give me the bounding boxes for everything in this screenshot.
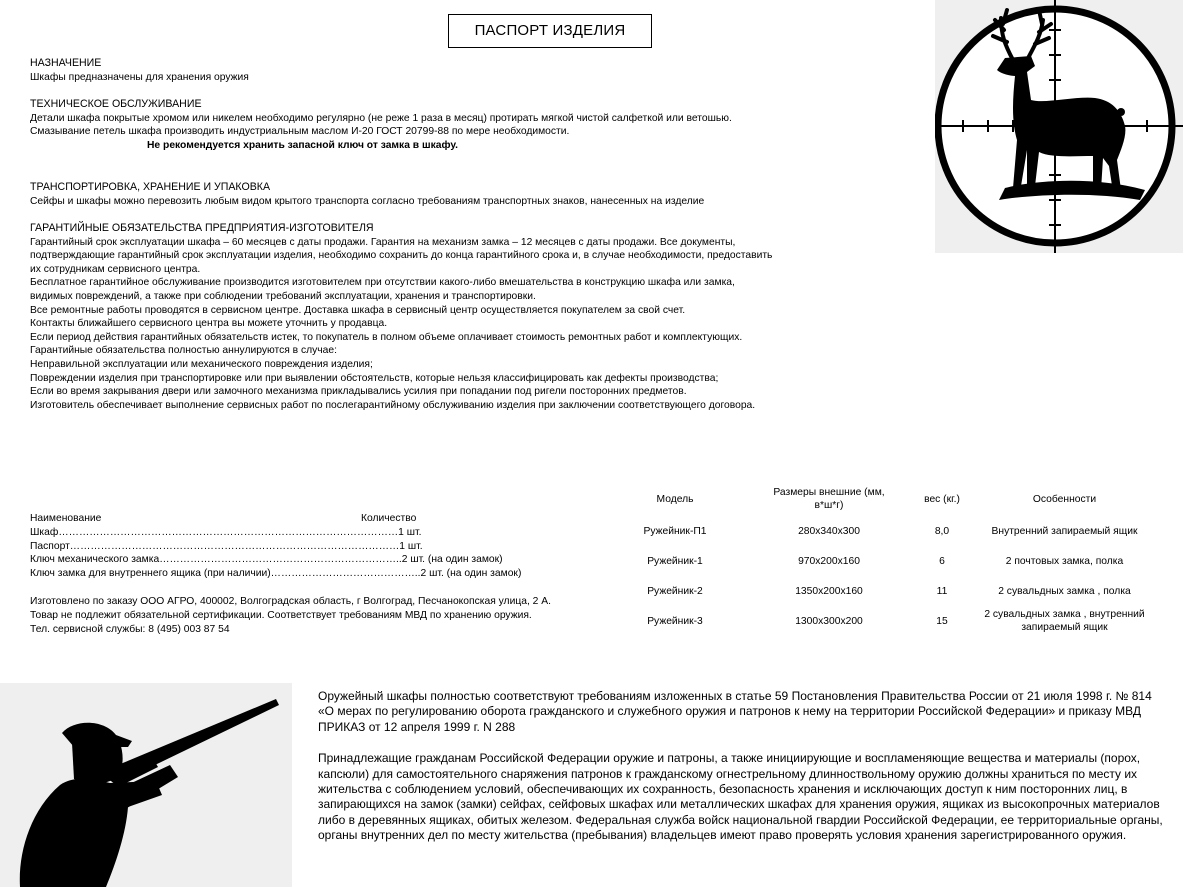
cell-dimensions: 1350x200x160 bbox=[795, 585, 863, 597]
paragraph: Неправильной эксплуатации или механического повреждения изделия; bbox=[30, 358, 373, 370]
list-item: Шкаф………………………………………………………………………………………1 шт. bbox=[30, 527, 422, 538]
legal-paragraph: Оружейный шкафы полностью соответствуют требованиям изложенных в статье 59 Постановления Правительства России от 21 июля 1998 г. № 814 «О мерах по регулированию оборота гражданского и служебного оружия и патронов к нему на территории Российской Федерации» и приказу МВД ПРИКАЗ от 12 апреля 1999 г. N 288 bbox=[318, 689, 1152, 734]
paragraph: Если период действия гарантийных обязательств истек, то покупатель в полном объеме оплачивает стоимость ремонтных работ и комплектующих. bbox=[30, 331, 743, 343]
cell-weight: 8,0 bbox=[934, 525, 950, 537]
cell-weight: 6 bbox=[939, 555, 945, 567]
cell-weight: 11 bbox=[936, 585, 948, 597]
hunter-illustration bbox=[0, 683, 292, 887]
cell-features: 2 сувальдных замка , внутренний запираемый ящик bbox=[984, 609, 1145, 633]
deer-scope-icon bbox=[935, 0, 1183, 253]
section-text: Сейфы и шкафы можно перевозить любым видом крытого транспорта согласно требованиям транспортных знаков, нанесенных на изделие bbox=[30, 195, 705, 207]
section-purpose bbox=[30, 57, 790, 84]
list-item: Паспорт……………………………………………………………………………………1 шт. bbox=[30, 540, 423, 552]
manufacturer-note bbox=[30, 595, 650, 637]
paragraph: Смазывание петель шкафа производить индустриальным маслом И-20 ГОСТ 20799-88 по мере необходимости. bbox=[30, 126, 570, 138]
table-header-row bbox=[616, 482, 1169, 516]
hunter-rifle-icon bbox=[0, 683, 292, 887]
header-features: Особенности bbox=[1032, 493, 1097, 505]
paragraph: Повреждении изделия при транспортировке или при выявлении обстоятельств, которые нельзя классифицировать как дефекты производства; bbox=[30, 372, 719, 384]
section-heading: ТРАНСПОРТИРОВКА, ХРАНЕНИЕ И УПАКОВКА bbox=[30, 181, 271, 193]
cell-model: Ружейник-3 bbox=[647, 615, 703, 627]
section-warranty bbox=[30, 222, 780, 412]
cell-features: 2 сувальдных замка , полка bbox=[998, 585, 1131, 597]
header-weight: вес (кг.) bbox=[924, 493, 960, 505]
section-heading: ГАРАНТИЙНЫЕ ОБЯЗАТЕЛЬСТВА ПРЕДПРИЯТИЯ-ИЗГОТОВИТЕЛЯ bbox=[30, 222, 374, 234]
section-maintenance bbox=[30, 98, 790, 152]
models-table bbox=[616, 482, 1169, 636]
paragraph: Все ремонтные работы проводятся в сервисном центре. Доставка шкафа в сервисный центр осуществляется покупателем за свой счет. bbox=[30, 304, 686, 316]
section-transport bbox=[30, 181, 790, 208]
paragraph: Изготовитель обеспечивает выполнение сервисных работ по послегарантийному обслуживанию изделия при заключении соответствующего договора. bbox=[30, 399, 756, 411]
note-line: Товар не подлежит обязательной сертификации. Соответствует требованиям МВД по хранению оружия. bbox=[30, 610, 532, 621]
document-title: ПАСПОРТ ИЗДЕЛИЯ bbox=[448, 14, 652, 48]
table-row bbox=[616, 606, 1169, 636]
cell-model: Ружейник-2 bbox=[647, 585, 703, 597]
header-dimensions: Размеры внешние (мм, в*ш*г) bbox=[773, 487, 885, 511]
table-row bbox=[616, 576, 1169, 606]
paragraph: Детали шкафа покрытые хромом или никелем необходимо регулярно (не реже 1 раза в месяц) протирать мягкой чистой салфеткой или ветошью. bbox=[30, 112, 732, 124]
contents-list bbox=[30, 512, 630, 580]
paragraph: Контакты ближайшего сервисного центра вы можете уточнить у продавца. bbox=[30, 318, 388, 330]
cell-model: Ружейник-1 bbox=[647, 555, 703, 567]
list-item: Ключ механического замка……………………………………………………………..2 шт. (на один замок) bbox=[30, 554, 503, 566]
cell-dimensions: 970x200x160 bbox=[798, 555, 860, 567]
section-heading: ТЕХНИЧЕСКОЕ ОБСЛУЖИВАНИЕ bbox=[30, 98, 202, 110]
paragraph: Гарантийные обязательства полностью аннулируются в случае: bbox=[30, 345, 337, 357]
cell-features: Внутренний запираемый ящик bbox=[991, 525, 1138, 537]
legal-paragraph: Принадлежащие гражданам Российской Федерации оружие и патроны, а также инициирующие и воспламеняющие вещества и материалы (порох, капсюли) для самостоятельного снаряжения патронов к гражданскому огнестрельному длинноствольному оружию должны храниться по месту их жительства с соблюдением условий, обеспечивающих их сохранность, безопасность хранения и исключающих доступ к ним посторонних лиц, в запирающихся на замок (замки) сейфах, сейфовых шкафах или металлических шкафах для хранения оружия, ящиках из высокопрочных материалов либо в деревянных ящиках, обитых железом. Федеральная служба войск национальной гвардии Российской Федерации, ее территориальные органы, органы внутренних дел по месту жительства (пребывания) владельцев имеют право проверять условия хранения зарегистрированного оружия. bbox=[318, 751, 1163, 843]
cell-dimensions: 1300x300x200 bbox=[795, 615, 863, 627]
deer-crosshair-illustration bbox=[935, 0, 1183, 253]
note-line: Изготовлено по заказу ООО АГРО, 400002, Волгоградская область, г Волгоград, Песчанокопская улица, 2 А. bbox=[30, 596, 551, 607]
column-name-label: Наименование bbox=[30, 513, 102, 524]
header-model: Модель bbox=[656, 493, 694, 505]
cell-weight: 15 bbox=[936, 615, 948, 627]
section-text: Шкафы предназначены для хранения оружия bbox=[30, 71, 249, 83]
contents-header bbox=[30, 512, 630, 526]
column-qty-label: Количество bbox=[361, 513, 417, 524]
list-item: Ключ замка для внутреннего ящика (при наличии)……………………………………..2 шт. (на один замок) bbox=[30, 567, 522, 579]
paragraph: Если во время закрывания двери или замочного механизма прикладывались усилия при попадании под ригели посторонних предметов. bbox=[30, 386, 687, 398]
cell-features: 2 почтовых замка, полка bbox=[1005, 555, 1124, 567]
legal-text bbox=[318, 689, 1168, 844]
cell-dimensions: 280x340x300 bbox=[798, 525, 860, 537]
warning-note: Не рекомендуется хранить запасной ключ от замка в шкафу. bbox=[147, 139, 459, 151]
section-heading: НАЗНАЧЕНИЕ bbox=[30, 57, 102, 69]
cell-model: Ружейник-П1 bbox=[643, 525, 707, 537]
table-row bbox=[616, 546, 1169, 576]
paragraph: Бесплатное гарантийное обслуживание производится изготовителем при отсутствии какого-либо вмешательства в конструкцию шкафа или замка, видимых повреждений, а также при соблюдении требований эксплуатации, хранения и транспортировки. bbox=[30, 277, 735, 302]
paragraph: Гарантийный срок эксплуатации шкафа – 60 месяцев с даты продажи. Гарантия на механизм замка – 12 месяцев с даты продажи. Все документы, подтверждающие гарантийный срок эксплуатации изделия, необходимо сохранить до конца гарантийного срока и, в случае необходимости, предоставить их сотрудникам сервисного центра. bbox=[30, 236, 773, 275]
note-line: Тел. сервисной службы: 8 (495) 003 87 54 bbox=[30, 624, 230, 635]
table-row bbox=[616, 516, 1169, 546]
